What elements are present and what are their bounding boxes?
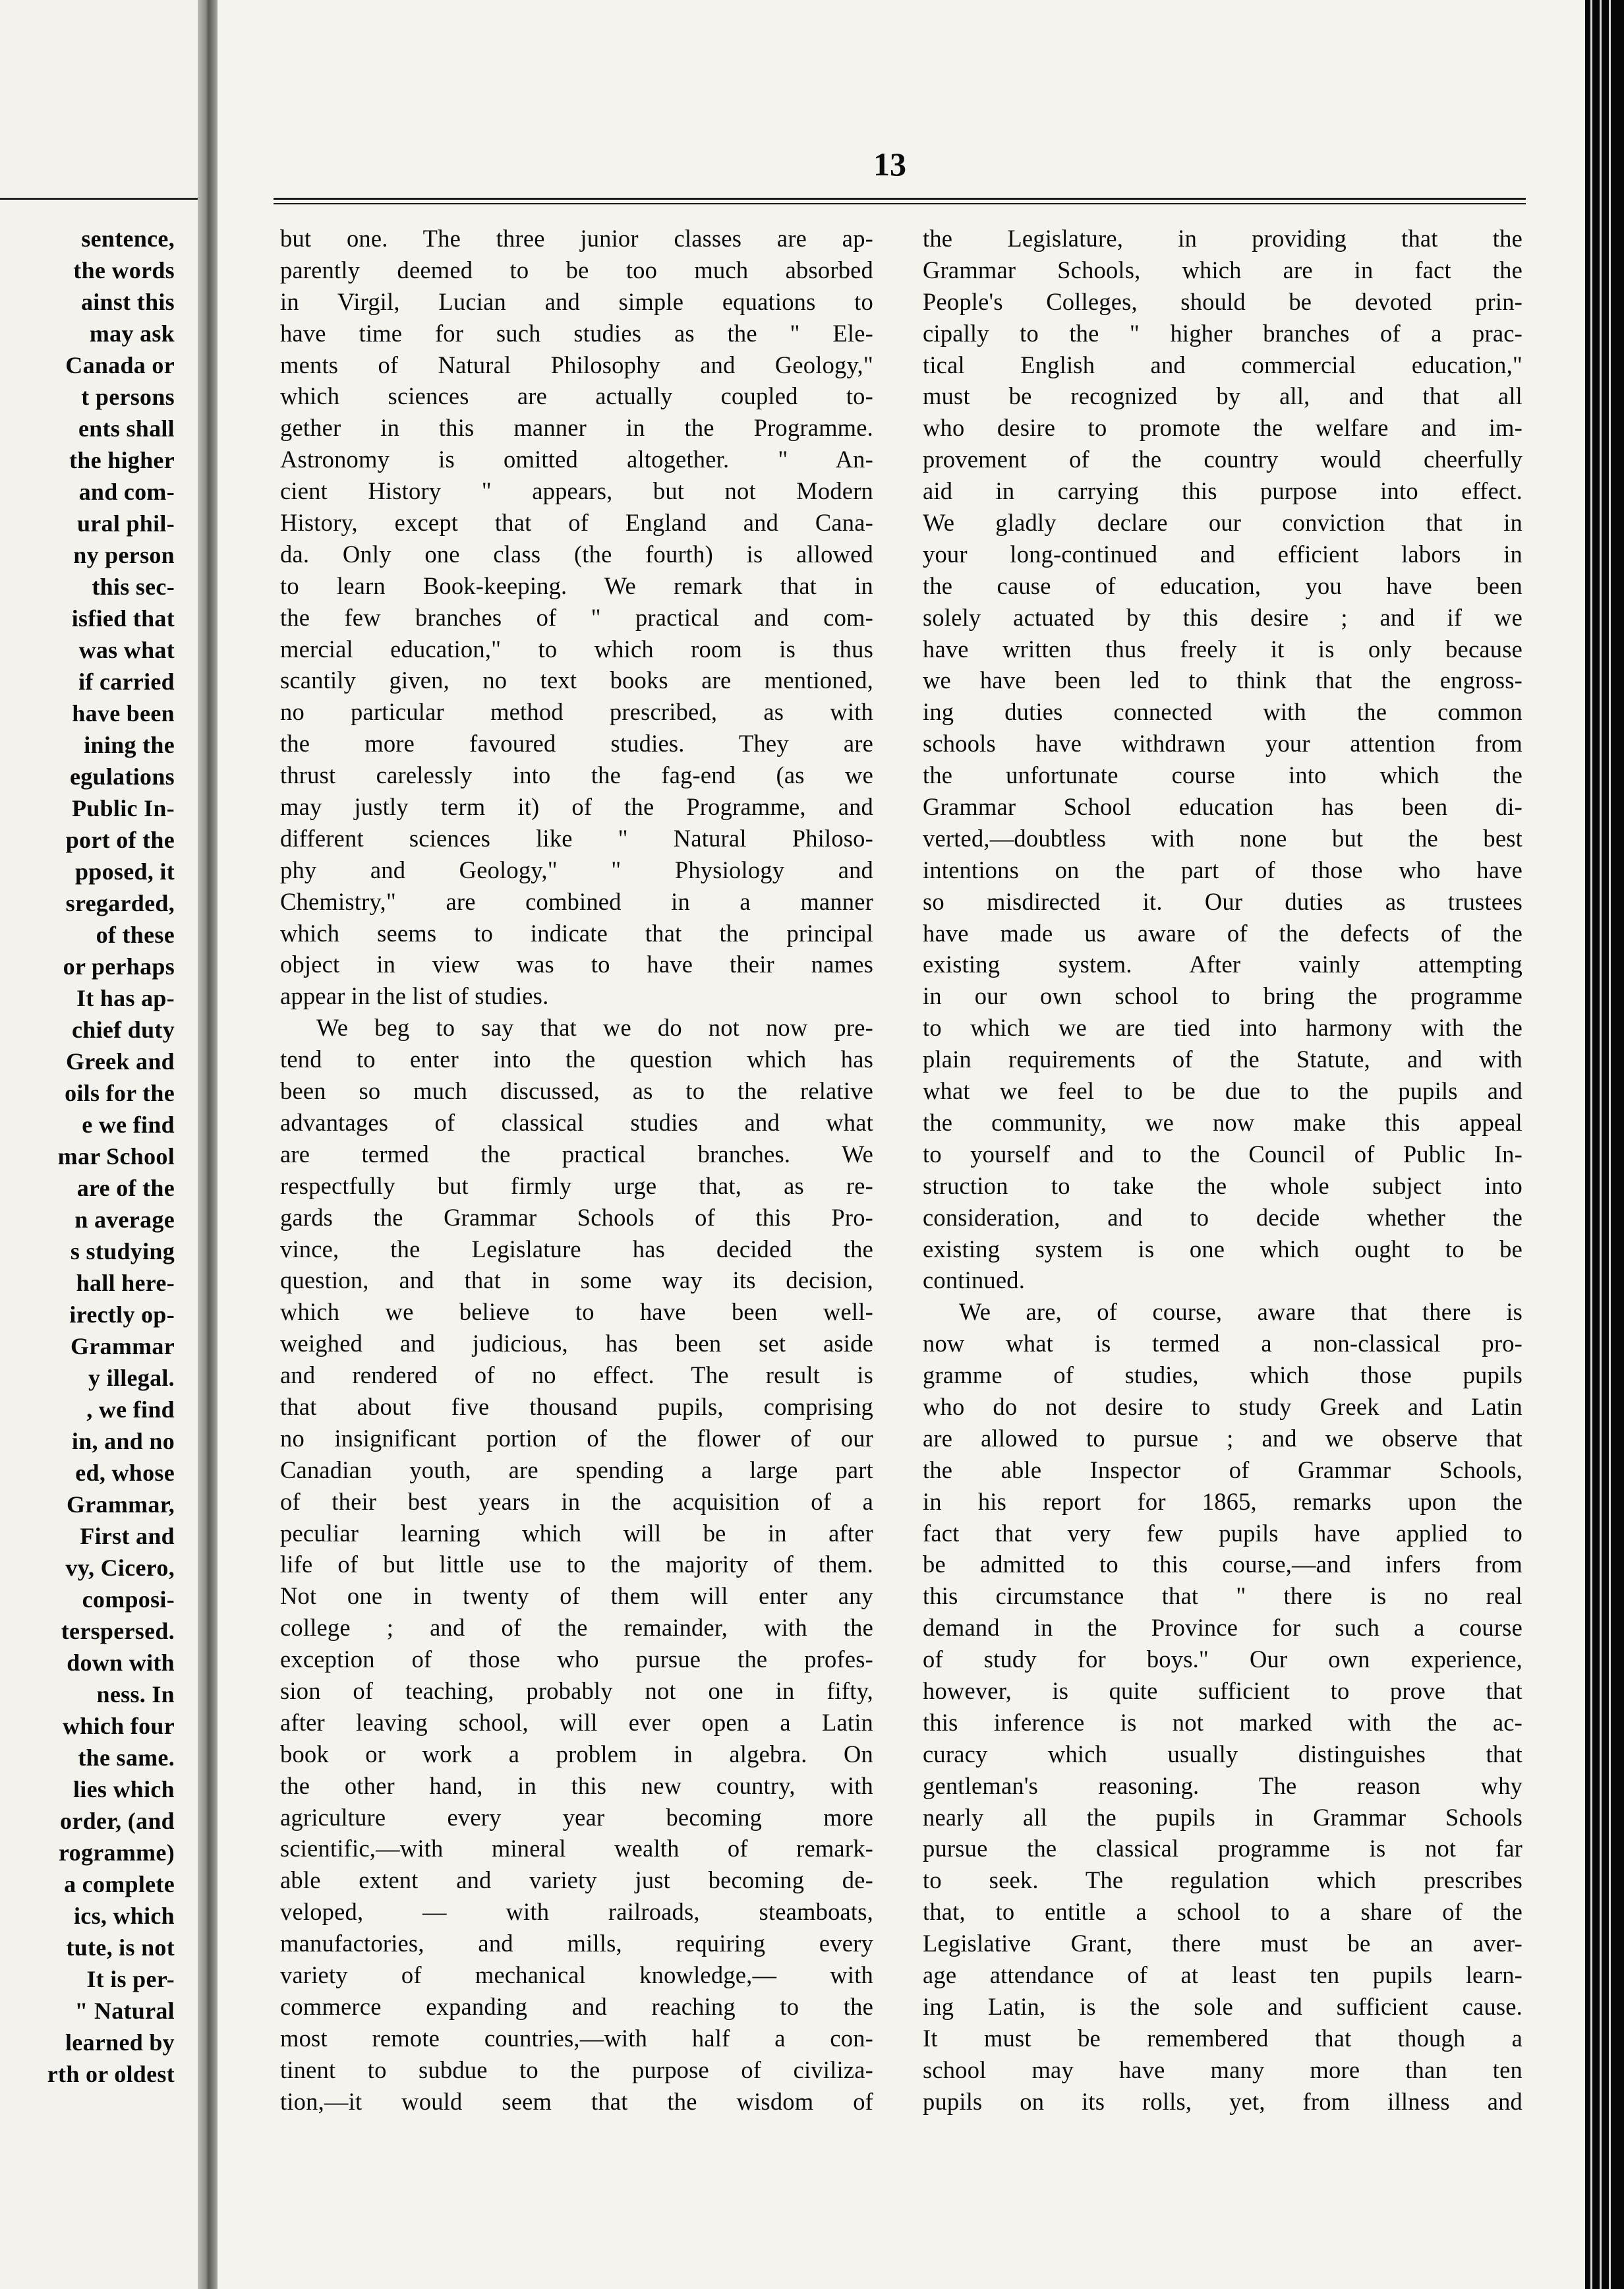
text-line: pposed, it: [74, 858, 175, 885]
text-line: ny person: [73, 542, 175, 568]
header-rule-bottom: [274, 203, 1526, 204]
text-line: tute, is not: [66, 1934, 175, 1961]
text-line: that, to entitle a school to a share of the: [923, 1898, 1522, 1926]
text-line: gether in this manner in the Programme.: [280, 414, 873, 442]
text-line: parently deemed to be too much absorbed: [280, 256, 873, 283]
text-line: scantily given, no text books are mentioned,: [280, 667, 873, 694]
text-line: the Legislature, in providing that the: [923, 225, 1522, 252]
text-line: the same.: [78, 1744, 175, 1771]
text-line: ents shall: [78, 415, 175, 442]
text-line: commerce expanding and reaching to the: [280, 1992, 873, 2020]
facing-page-rule: [0, 198, 198, 200]
text-line: if carried: [78, 669, 175, 695]
text-line: Legislative Grant, there must be an aver-: [923, 1930, 1522, 1957]
text-line: to seek. The regulation which prescribes: [923, 1866, 1522, 1894]
text-line: of these: [96, 922, 175, 948]
page-number: 13: [873, 146, 906, 183]
text-line: ainst this: [80, 289, 175, 315]
text-line: may justly term it) of the Programme, and: [280, 793, 873, 821]
text-line: cient History " appears, but not Modern: [280, 477, 873, 505]
text-line: oils for the: [65, 1080, 175, 1106]
text-line: have been: [72, 700, 175, 727]
text-line: the community, we now make this appeal: [923, 1108, 1522, 1136]
text-line: e we find: [82, 1112, 175, 1138]
text-line: are termed the practical branches. We: [280, 1140, 873, 1168]
text-line: Canadian youth, are spending a large part: [280, 1456, 873, 1483]
text-line: struction to take the whole subject into: [923, 1172, 1522, 1199]
text-line: are allowed to pursue ; and we observe that: [923, 1424, 1522, 1452]
text-line: ness. In: [96, 1681, 175, 1708]
text-line: aid in carrying this purpose into effect.: [923, 477, 1522, 505]
text-line: this circumstance that " there is no real: [923, 1582, 1522, 1610]
text-line: agriculture every year becoming more: [280, 1803, 873, 1831]
text-line: no insignificant portion of the flower of our: [280, 1424, 873, 1452]
text-line: da. Only one class (the fourth) is allowed: [280, 540, 873, 568]
text-line: egulations: [69, 763, 175, 790]
text-line: n average: [74, 1206, 175, 1233]
text-line: been so much discussed, as to the relative: [280, 1077, 873, 1105]
text-line: ing duties connected with the common: [923, 698, 1522, 726]
facing-page-fragment: [0, 0, 198, 2289]
text-line: lies which: [72, 1776, 175, 1802]
text-line: isfied that: [71, 605, 175, 632]
text-line: order, (and: [60, 1808, 175, 1834]
text-line: to yourself and to the Council of Public In-: [923, 1140, 1522, 1168]
text-line: chief duty: [72, 1017, 175, 1043]
text-line: sregarded,: [65, 890, 175, 916]
text-line: Chemistry," are combined in a manner: [280, 887, 873, 915]
text-line: in his report for 1865, remarks upon the: [923, 1487, 1522, 1515]
text-line: age attendance of at least ten pupils learn-: [923, 1961, 1522, 1988]
text-line: Public In-: [71, 795, 175, 821]
text-line: and com-: [78, 479, 175, 505]
text-line: rogramme): [59, 1839, 175, 1866]
text-line: Grammar,: [66, 1491, 175, 1518]
text-line: a complete: [64, 1871, 175, 1897]
text-line: " Natural: [74, 1998, 175, 2024]
text-line: who do not desire to study Greek and Latin: [923, 1392, 1522, 1420]
text-line: existing system. After vainly attempting: [923, 951, 1522, 978]
text-line: which sciences are actually coupled to-: [280, 382, 873, 410]
text-line: plain requirements of the Statute, and with: [923, 1046, 1522, 1073]
text-line: Greek and: [65, 1048, 175, 1075]
text-line: in our own school to bring the programme: [923, 982, 1522, 1010]
text-line: First and: [80, 1523, 175, 1549]
text-line: manufactories, and mills, requiring every: [280, 1930, 873, 1957]
text-line: was what: [78, 637, 175, 663]
text-line: but one. The three junior classes are ap-: [280, 225, 873, 252]
text-line: however, is quite sufficient to prove that: [923, 1677, 1522, 1704]
text-line: peculiar learning which will be in after: [280, 1519, 873, 1547]
text-line: t persons: [81, 384, 175, 410]
text-line: It is per-: [86, 1966, 175, 1992]
text-line: your long-continued and efficient labors in: [923, 540, 1522, 568]
text-line: Not one in twenty of them will enter any: [280, 1582, 873, 1610]
text-line: school may have many more than ten: [923, 2056, 1522, 2083]
text-line: different sciences like " Natural Philoso-: [280, 824, 873, 852]
text-line: Canada or: [65, 352, 175, 378]
text-line: which four: [62, 1713, 175, 1739]
text-line: and rendered of no effect. The result is: [280, 1361, 873, 1389]
text-line: the other hand, in this new country, with: [280, 1771, 873, 1799]
text-line: sion of teaching, probably not one in fifty,: [280, 1677, 873, 1704]
text-line: mar School: [57, 1143, 175, 1170]
text-line: terspersed.: [61, 1618, 175, 1644]
text-line: exception of those who pursue the profes-: [280, 1646, 873, 1673]
text-line: intentions on the part of those who have: [923, 856, 1522, 883]
text-column-right: [923, 223, 1522, 2117]
text-line: y illegal.: [88, 1365, 175, 1391]
text-line: cipally to the " higher branches of a prac-: [923, 319, 1522, 347]
text-line: , we find: [86, 1396, 175, 1423]
text-line: be admitted to this course,—and infers from: [923, 1551, 1522, 1578]
text-line: mercial education," to which room is thus: [280, 635, 873, 663]
text-line: demand in the Province for such a course: [923, 1614, 1522, 1642]
text-line: who desire to promote the welfare and im-: [923, 414, 1522, 442]
text-line: of study for boys." Our own experience,: [923, 1646, 1522, 1673]
text-line: tend to enter into the question which has: [280, 1046, 873, 1073]
text-line: or perhaps: [63, 953, 175, 980]
text-line: respectfully but firmly urge that, as re-: [280, 1172, 873, 1199]
text-line: ing Latin, is the sole and sufficient cause.: [923, 1992, 1522, 2020]
text-line: s studying: [70, 1238, 175, 1264]
text-line: ural phil-: [76, 510, 175, 537]
text-line: weighed and judicious, has been set aside: [280, 1330, 873, 1357]
book-gutter: [198, 0, 218, 2289]
text-line: continued.: [923, 1266, 1026, 1294]
text-line: ed, whose: [75, 1460, 175, 1486]
text-line: of their best years in the acquisition of a: [280, 1487, 873, 1515]
text-line: We beg to say that we do not now pre-: [316, 1014, 873, 1042]
text-line: object in view was to have their names: [280, 951, 873, 978]
text-line: in Virgil, Lucian and simple equations to: [280, 287, 873, 315]
text-line: Astronomy is omitted altogether. " An-: [280, 446, 873, 473]
text-line: pupils on its rolls, yet, from illness and: [923, 2087, 1522, 2115]
text-line: book or work a problem in algebra. On: [280, 1740, 873, 1768]
text-line: down with: [67, 1650, 175, 1676]
text-line: have written thus freely it is only because: [923, 635, 1522, 663]
text-line: Grammar: [70, 1333, 175, 1359]
text-line: which we believe to have been well-: [280, 1298, 873, 1326]
text-line: learned by: [65, 2029, 175, 2056]
text-line: pursue the classical programme is not far: [923, 1835, 1522, 1862]
facing-page-text: [3, 223, 175, 2090]
text-line: the cause of education, you have been: [923, 572, 1522, 599]
text-line: vince, the Legislature has decided the: [280, 1235, 873, 1263]
text-line: the words: [73, 257, 175, 283]
text-line: to learn Book-keeping. We remark that in: [280, 572, 873, 599]
text-line: sentence,: [81, 225, 175, 252]
text-line: Grammar Schools, which are in fact the: [923, 256, 1522, 283]
text-line: Grammar School education has been di-: [923, 793, 1522, 821]
text-line: the able Inspector of Grammar Schools,: [923, 1456, 1522, 1483]
text-line: History, except that of England and Cana-: [280, 509, 873, 537]
text-line: vy, Cicero,: [65, 1555, 175, 1581]
text-line: have made us aware of the defects of the: [923, 919, 1522, 947]
text-line: verted,—doubtless with none but the best: [923, 824, 1522, 852]
text-line: most remote countries,—with half a con-: [280, 2024, 873, 2052]
text-line: composi-: [82, 1586, 175, 1613]
text-line: tinent to subdue to the purpose of civiliza-: [280, 2056, 873, 2083]
text-line: the few branches of " practical and com-: [280, 603, 873, 631]
text-line: we have been led to think that the engross-: [923, 667, 1522, 694]
page-edge: [1585, 0, 1624, 2289]
text-line: gramme of studies, which those pupils: [923, 1361, 1522, 1389]
text-line: port of the: [65, 827, 175, 853]
text-line: We gladly declare our conviction that in: [923, 509, 1522, 537]
text-line: rth or oldest: [47, 2061, 175, 2087]
header-rule-top: [274, 198, 1526, 200]
text-line: gards the Grammar Schools of this Pro-: [280, 1203, 873, 1231]
text-line: nearly all the pupils in Grammar Schools: [923, 1803, 1522, 1831]
text-line: may ask: [89, 320, 175, 347]
text-column-left: [280, 223, 873, 2117]
text-line: ics, which: [73, 1903, 175, 1929]
text-line: existing system is one which ought to be: [923, 1235, 1522, 1263]
text-line: It has ap-: [76, 985, 175, 1011]
text-line: that about five thousand pupils, comprising: [280, 1392, 873, 1420]
text-line: hall here-: [76, 1270, 175, 1296]
text-line: the unfortunate course into which the: [923, 761, 1522, 789]
text-line: this sec-: [92, 574, 175, 600]
text-line: tion,—it would seem that the wisdom of: [280, 2087, 873, 2115]
text-line: this inference is not marked with the ac-: [923, 1708, 1522, 1736]
text-line: so misdirected it. Our duties as trustees: [923, 887, 1522, 915]
text-line: to which we are tied into harmony with the: [923, 1014, 1522, 1042]
text-line: tical English and commercial education,": [923, 351, 1522, 378]
text-line: what we feel to be due to the pupils and: [923, 1077, 1522, 1105]
text-line: provement of the country would cheerfully: [923, 446, 1522, 473]
text-line: consideration, and to decide whether the: [923, 1203, 1522, 1231]
text-line: the more favoured studies. They are: [280, 730, 873, 758]
text-line: life of but little use to the majority of them.: [280, 1551, 873, 1578]
text-line: appear in the list of studies.: [280, 982, 549, 1010]
text-line: irectly op-: [69, 1301, 175, 1328]
text-line: curacy which usually distinguishes that: [923, 1740, 1522, 1768]
text-line: solely actuated by this desire ; and if we: [923, 603, 1522, 631]
text-line: phy and Geology," " Physiology and: [280, 856, 873, 883]
text-line: fact that very few pupils have applied to: [923, 1519, 1522, 1547]
text-line: the higher: [69, 447, 175, 473]
text-line: are of the: [76, 1175, 175, 1201]
text-line: which seems to indicate that the principal: [280, 919, 873, 947]
text-line: gentleman's reasoning. The reason why: [923, 1771, 1522, 1799]
text-line: able extent and variety just becoming de-: [280, 1866, 873, 1894]
text-line: People's Colleges, should be devoted prin-: [923, 287, 1522, 315]
text-line: after leaving school, will ever open a Latin: [280, 1708, 873, 1736]
text-line: ining the: [84, 732, 175, 758]
text-line: college ; and of the remainder, with the: [280, 1614, 873, 1642]
text-line: advantages of classical studies and what: [280, 1108, 873, 1136]
text-line: thrust carelessly into the fag-end (as we: [280, 761, 873, 789]
text-line: must be recognized by all, and that all: [923, 382, 1522, 410]
text-line: no particular method prescribed, as with: [280, 698, 873, 726]
text-line: It must be remembered that though a: [923, 2024, 1522, 2052]
text-line: schools have withdrawn your attention from: [923, 730, 1522, 758]
text-line: question, and that in some way its decision,: [280, 1266, 873, 1294]
text-line: scientific,—with mineral wealth of remark-: [280, 1835, 873, 1862]
text-line: ments of Natural Philosophy and Geology,": [280, 351, 873, 378]
text-line: have time for such studies as the " Ele-: [280, 319, 873, 347]
text-line: now what is termed a non-classical pro-: [923, 1330, 1522, 1357]
text-line: variety of mechanical knowledge,— with: [280, 1961, 873, 1988]
text-line: veloped, — with railroads, steamboats,: [280, 1898, 873, 1926]
text-line: We are, of course, aware that there is: [959, 1298, 1522, 1326]
text-line: in, and no: [71, 1428, 175, 1454]
